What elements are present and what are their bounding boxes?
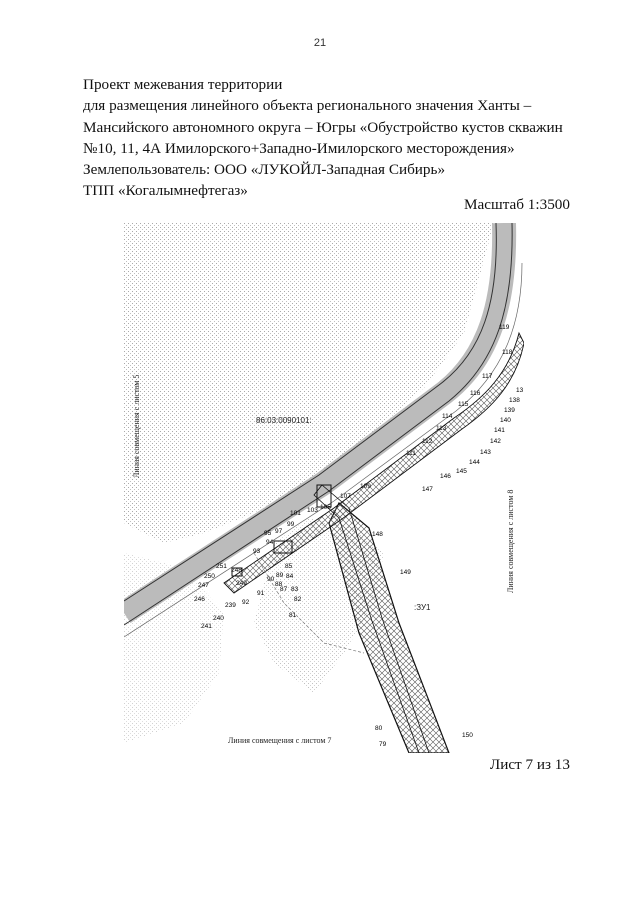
match-line-right: Линия совмещения с листом 8 bbox=[506, 489, 515, 593]
point-label: 109 bbox=[360, 483, 371, 490]
point-label: 114 bbox=[442, 413, 453, 420]
zone-label: :ЗУ1 bbox=[414, 603, 431, 612]
point-label: 92 bbox=[242, 599, 250, 606]
point-label: 247 bbox=[198, 582, 209, 589]
point-label: 13 bbox=[516, 387, 524, 394]
point-label: 99 bbox=[287, 521, 295, 528]
point-label: 85 bbox=[285, 563, 293, 570]
sheet-label: Лист 7 из 13 bbox=[489, 756, 570, 773]
scale-label: Масштаб 1:3500 bbox=[464, 196, 570, 213]
header-line: Проект межевания территории bbox=[83, 76, 283, 93]
match-line-left: Линия совмещения с листом 5 bbox=[132, 374, 141, 478]
point-label: 111 bbox=[406, 450, 416, 457]
point-label: 90 bbox=[267, 576, 275, 583]
header-line: ТПП «Когалымнефтегаз» bbox=[83, 182, 248, 200]
point-label: 95 bbox=[264, 530, 272, 537]
point-label: 81 bbox=[289, 612, 297, 619]
point-label: 139 bbox=[504, 407, 515, 414]
point-label: 117 bbox=[482, 373, 493, 380]
point-label: 118 bbox=[502, 349, 513, 356]
point-label: 93 bbox=[253, 548, 261, 555]
point-label: 101 bbox=[290, 510, 301, 517]
point-label: 138 bbox=[509, 397, 520, 404]
point-label: 140 bbox=[500, 417, 511, 424]
point-label: 80 bbox=[375, 725, 383, 732]
point-label: 248 bbox=[231, 567, 242, 574]
document-header bbox=[83, 74, 583, 202]
point-label: 94 bbox=[266, 539, 274, 546]
page-number: 21 bbox=[313, 37, 327, 49]
point-label: 142 bbox=[490, 438, 501, 445]
point-label: 251 bbox=[216, 563, 227, 570]
header-line: №10, 11, 4А Имилорского+Западно-Имилорского месторождения» bbox=[83, 139, 515, 157]
point-label: 84 bbox=[286, 573, 294, 580]
point-label: 141 bbox=[494, 427, 505, 434]
point-label: 147 bbox=[422, 486, 433, 493]
cadastral-map bbox=[124, 223, 524, 753]
map-drawing bbox=[124, 223, 524, 753]
point-label: 112 bbox=[422, 438, 433, 445]
point-label: 239 bbox=[225, 602, 236, 609]
cadastral-number: 86:03:0090101: bbox=[256, 416, 312, 425]
point-label: 241 bbox=[201, 623, 212, 630]
point-label: 145 bbox=[456, 468, 467, 475]
point-label: 79 bbox=[379, 741, 387, 748]
header-line: Мансийского автономного округа – Югры «Обустройство кустов скважин bbox=[83, 118, 563, 136]
point-label: 246 bbox=[194, 596, 205, 603]
point-label: 103 bbox=[307, 507, 318, 514]
point-label: 116 bbox=[470, 390, 481, 397]
point-label: 119 bbox=[499, 324, 510, 331]
point-label: 97 bbox=[275, 528, 283, 535]
point-label: 148 bbox=[372, 531, 383, 538]
point-label: 149 bbox=[400, 569, 411, 576]
point-label: 82 bbox=[294, 596, 302, 603]
point-label: 83 bbox=[291, 586, 299, 593]
point-label: 113 bbox=[436, 425, 447, 432]
match-line-bottom: Линия совмещения с листом 7 bbox=[228, 736, 332, 745]
point-label: 89 bbox=[276, 572, 284, 579]
point-label: 115 bbox=[458, 401, 469, 408]
point-label: 250 bbox=[204, 573, 215, 580]
point-label: 249 bbox=[236, 580, 247, 587]
point-label: 144 bbox=[469, 459, 480, 466]
point-label: 88 bbox=[275, 581, 283, 588]
point-label: 91 bbox=[257, 590, 265, 597]
point-label: 146 bbox=[440, 473, 451, 480]
point-label: 150 bbox=[462, 732, 473, 739]
header-line: для размещения линейного объекта регионального значения Ханты – bbox=[83, 97, 532, 115]
point-label: 105 bbox=[320, 504, 331, 511]
point-label: 240 bbox=[213, 615, 224, 622]
point-label: 143 bbox=[480, 449, 491, 456]
header-line: Землепользователь: ООО «ЛУКОЙЛ-Западная Сибирь» bbox=[83, 161, 446, 179]
point-label: 107 bbox=[340, 493, 351, 500]
point-label: 87 bbox=[280, 586, 288, 593]
